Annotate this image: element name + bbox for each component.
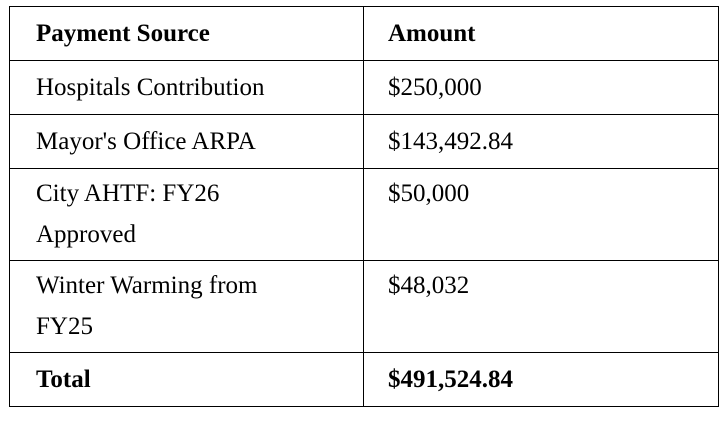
table-row [10,169,719,261]
table-row [10,261,719,353]
amount-text: $48,032 [388,272,470,299]
table-header-row [10,7,719,61]
total-label-cell [10,353,364,407]
header-cell-amount [364,7,719,61]
source-text: Winter Warming from FY25 [36,272,258,340]
header-label-amount: Amount [388,20,476,47]
source-cell [10,115,364,169]
amount-cell [364,115,719,169]
total-amount-cell [364,353,719,407]
amount-text: $250,000 [388,74,482,101]
header-cell-payment-source [10,7,364,61]
amount-cell [364,169,719,261]
total-amount: $491,524.84 [388,366,513,393]
amount-cell [364,61,719,115]
source-cell [10,169,364,261]
source-text: City AHTF: FY26 Approved [36,180,220,248]
amount-text: $143,492.84 [388,128,513,155]
total-label: Total [36,366,91,393]
payment-sources-table [9,6,719,407]
table-row [10,115,719,169]
source-text: Mayor's Office ARPA [36,128,256,155]
source-cell [10,61,364,115]
amount-text: $50,000 [388,180,470,207]
source-cell [10,261,364,353]
total-row [10,353,719,407]
table-row [10,61,719,115]
header-label-payment-source: Payment Source [36,20,210,47]
amount-cell [364,261,719,353]
source-text: Hospitals Contribution [36,74,265,101]
